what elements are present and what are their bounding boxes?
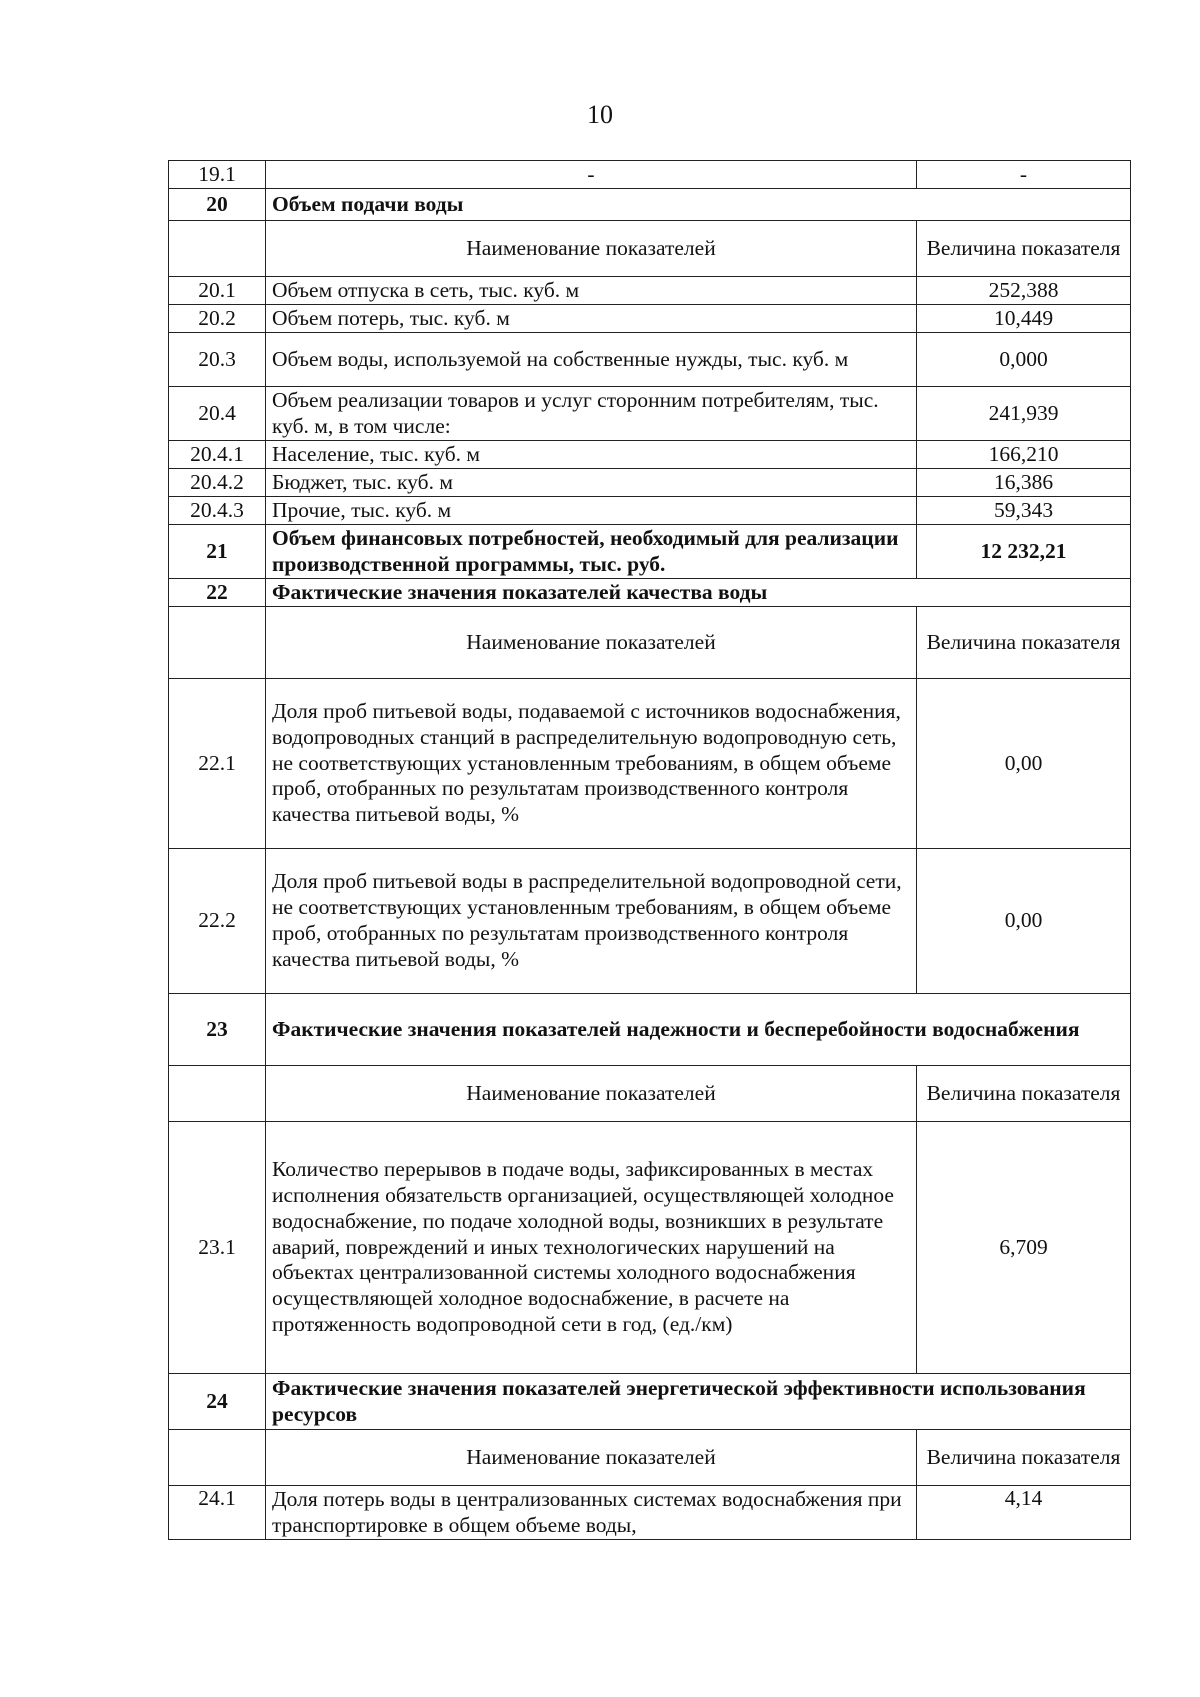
row-name: - xyxy=(266,161,917,189)
section-row xyxy=(169,1374,1131,1430)
column-header-row xyxy=(169,1066,1131,1122)
row-value: 241,939 xyxy=(917,387,1131,441)
row-name: Население, тыс. куб. м xyxy=(266,441,917,469)
table-row xyxy=(169,441,1131,469)
section-title: Фактические значения показателей энергетической эффективности использования ресурсов xyxy=(266,1374,1131,1430)
row-number: 20.4.2 xyxy=(169,469,266,497)
section-row xyxy=(169,994,1131,1066)
table-row xyxy=(169,1122,1131,1374)
row-number: 20.4.3 xyxy=(169,497,266,525)
row-name: Доля проб питьевой воды в распределительной водопроводной сети, не соответствующих установленным требованиям, в общем объеме проб, отобранных по результатам производственного контроля качества питьевой воды, % xyxy=(266,849,917,994)
section-row xyxy=(169,579,1131,607)
row-number: 20.4.1 xyxy=(169,441,266,469)
section-title: Объем подачи воды xyxy=(266,189,1131,221)
row-name: Доля потерь воды в централизованных системах водоснабжения при транспортировке в общем объеме воды, xyxy=(266,1486,917,1540)
table-row xyxy=(169,277,1131,305)
row-number: 24.1 xyxy=(169,1486,266,1540)
row-name: Прочие, тыс. куб. м xyxy=(266,497,917,525)
row-name: Бюджет, тыс. куб. м xyxy=(266,469,917,497)
table-row xyxy=(169,679,1131,849)
table-row xyxy=(169,305,1131,333)
indicators-table xyxy=(168,160,1131,1540)
table-row xyxy=(169,161,1131,189)
row-value: 4,14 xyxy=(917,1486,1131,1540)
section-number: 22 xyxy=(169,579,266,607)
row-value: 12 232,21 xyxy=(917,525,1131,579)
row-number: 22.1 xyxy=(169,679,266,849)
row-value: 166,210 xyxy=(917,441,1131,469)
section-number: 20 xyxy=(169,189,266,221)
row-value: - xyxy=(917,161,1131,189)
empty-cell xyxy=(169,607,266,679)
column-header-row xyxy=(169,221,1131,277)
section-number: 24 xyxy=(169,1374,266,1430)
empty-cell xyxy=(169,221,266,277)
empty-cell xyxy=(169,1066,266,1122)
section-row xyxy=(169,189,1131,221)
section-number: 23 xyxy=(169,994,266,1066)
table-row xyxy=(169,525,1131,579)
row-number: 19.1 xyxy=(169,161,266,189)
row-name: Объем финансовых потребностей, необходимый для реализации производственной программы, тыс. руб. xyxy=(266,525,917,579)
column-header-value: Величина показателя xyxy=(917,1066,1131,1122)
row-value: 0,000 xyxy=(917,333,1131,387)
table-row xyxy=(169,849,1131,994)
page-number: 10 xyxy=(587,100,613,129)
row-name: Объем отпуска в сеть, тыс. куб. м xyxy=(266,277,917,305)
row-number: 20.4 xyxy=(169,387,266,441)
table-row xyxy=(169,333,1131,387)
row-value: 252,388 xyxy=(917,277,1131,305)
row-value: 6,709 xyxy=(917,1122,1131,1374)
row-name: Количество перерывов в подаче воды, зафиксированных в местах исполнения обязательств организацией, осуществляющей холодное водоснабжение, по подаче холодной воды, возникших в результате аварий, повреждений и иных технологических нарушений на объектах централизованной системы холодного водоснабжения осуществляющей холодное водоснабжение, в расчете на протяженность водопроводной сети в год, (ед./км) xyxy=(266,1122,917,1374)
row-number: 22.2 xyxy=(169,849,266,994)
column-header-name: Наименование показателей xyxy=(266,1430,917,1486)
column-header-name: Наименование показателей xyxy=(266,607,917,679)
row-name: Доля проб питьевой воды, подаваемой с источников водоснабжения, водопроводных станций в распределительную водопроводную сеть, не соответствующих установленным требованиям, в общем объеме проб, отобранных по результатам производственного контроля качества питьевой воды, % xyxy=(266,679,917,849)
row-number: 20.1 xyxy=(169,277,266,305)
empty-cell xyxy=(169,1430,266,1486)
section-title: Фактические значения показателей надежности и бесперебойности водоснабжения xyxy=(266,994,1131,1066)
table-row xyxy=(169,497,1131,525)
column-header-value: Величина показателя xyxy=(917,221,1131,277)
row-value: 16,386 xyxy=(917,469,1131,497)
column-header-value: Величина показателя xyxy=(917,1430,1131,1486)
row-name: Объем реализации товаров и услуг сторонним потребителям, тыс. куб. м, в том числе: xyxy=(266,387,917,441)
table-row xyxy=(169,1486,1131,1540)
row-number: 23.1 xyxy=(169,1122,266,1374)
row-number: 20.2 xyxy=(169,305,266,333)
section-title: Фактические значения показателей качества воды xyxy=(266,579,1131,607)
column-header-value: Величина показателя xyxy=(917,607,1131,679)
row-value: 0,00 xyxy=(917,679,1131,849)
table-row xyxy=(169,387,1131,441)
row-value: 59,343 xyxy=(917,497,1131,525)
column-header-name: Наименование показателей xyxy=(266,221,917,277)
column-header-row xyxy=(169,607,1131,679)
row-value: 0,00 xyxy=(917,849,1131,994)
table-row xyxy=(169,469,1131,497)
row-name: Объем потерь, тыс. куб. м xyxy=(266,305,917,333)
row-number: 21 xyxy=(169,525,266,579)
column-header-name: Наименование показателей xyxy=(266,1066,917,1122)
row-name: Объем воды, используемой на собственные нужды, тыс. куб. м xyxy=(266,333,917,387)
row-number: 20.3 xyxy=(169,333,266,387)
row-value: 10,449 xyxy=(917,305,1131,333)
column-header-row xyxy=(169,1430,1131,1486)
